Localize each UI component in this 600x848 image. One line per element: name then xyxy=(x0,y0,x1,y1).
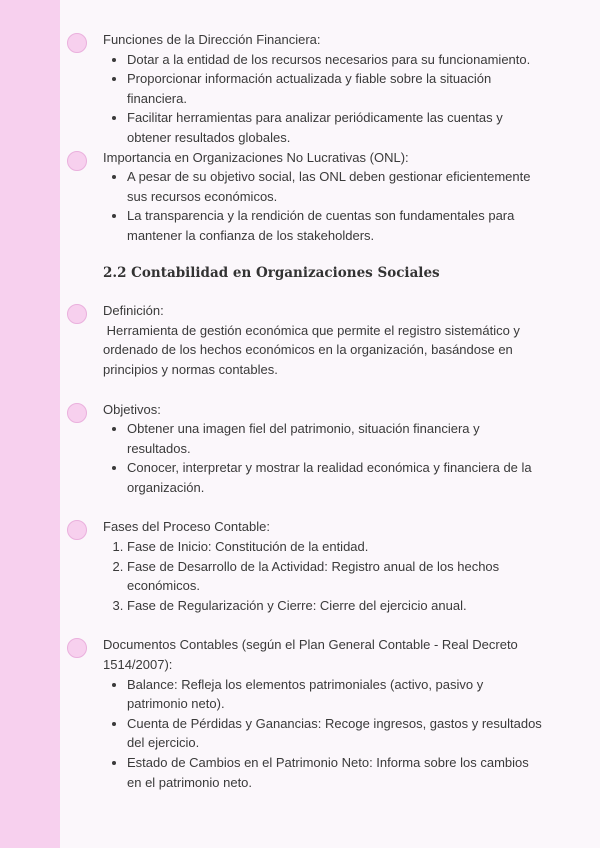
circle-bullet-icon xyxy=(67,151,87,171)
block-importancia xyxy=(103,148,545,246)
block-title: Fases del Proceso Contable: xyxy=(103,519,270,535)
circle-bullet-icon xyxy=(67,33,87,53)
left-sidebar-band xyxy=(0,0,60,848)
block-fases xyxy=(103,517,545,615)
block-definicion xyxy=(103,301,545,379)
bullet-list xyxy=(103,419,545,497)
bullet-list xyxy=(103,167,545,245)
list-item: • Cuenta de Pérdidas y Ganancias: Recoge ingresos, gastos y resultados del ejercicio. xyxy=(127,714,545,753)
block-documentos xyxy=(103,635,545,792)
list-item: • Dotar a la entidad de los recursos necesarios para su funcionamiento. xyxy=(127,50,545,70)
spacer xyxy=(103,497,545,517)
bullet-list xyxy=(103,50,545,148)
list-item: 3. Fase de Regularización y Cierre: Cierre del ejercicio anual. xyxy=(127,596,545,616)
circle-bullet-icon xyxy=(67,638,87,658)
list-item: • Proporcionar información actualizada y fiable sobre la situación financiera. xyxy=(127,69,545,108)
block-title: Objetivos: xyxy=(103,401,161,417)
bullet-list xyxy=(103,675,545,793)
block-funciones xyxy=(103,30,545,148)
list-item: • Obtener una imagen fiel del patrimonio, situación financiera y resultados. xyxy=(127,419,545,458)
circle-bullet-icon xyxy=(67,403,87,423)
block-title: Documentos Contables (según el Plan General Contable - Real Decreto 1514/2007): xyxy=(103,637,518,673)
list-item: 2. Fase de Desarrollo de la Actividad: Registro anual de los hechos económicos. xyxy=(127,557,545,596)
list-item: • La transparencia y la rendición de cuentas son fundamentales para mantener la confianza de los stakeholders. xyxy=(127,206,545,245)
block-title: Definición: xyxy=(103,303,164,319)
definition-text: Herramienta de gestión económica que permite el registro sistemático y ordenado de los hechos económicos en la organización, basándose en principios y normas contables. xyxy=(103,322,524,377)
block-title: Importancia en Organizaciones No Lucrativas (ONL): xyxy=(103,149,409,165)
block-title: Funciones de la Dirección Financiera: xyxy=(103,32,321,47)
list-item: • A pesar de su objetivo social, las ONL deben gestionar eficientemente sus recursos económicos. xyxy=(127,167,545,206)
circle-bullet-icon xyxy=(67,520,87,540)
list-item: 1. Fase de Inicio: Constitución de la entidad. xyxy=(127,537,545,557)
circle-bullet-icon xyxy=(67,304,87,324)
spacer xyxy=(103,380,545,400)
list-item: • Estado de Cambios en el Patrimonio Neto: Informa sobre los cambios en el patrimonio neto. xyxy=(127,753,545,792)
document-content xyxy=(103,30,545,792)
list-item: • Facilitar herramientas para analizar periódicamente las cuentas y obtener resultados globales. xyxy=(127,108,545,147)
numbered-list xyxy=(103,537,545,615)
list-item: • Conocer, interpretar y mostrar la realidad económica y financiera de la organización. xyxy=(127,458,545,497)
spacer xyxy=(103,615,545,635)
list-item: • Balance: Refleja los elementos patrimoniales (activo, pasivo y patrimonio neto). xyxy=(127,675,545,714)
section-heading: 2.2 Contabilidad en Organizaciones Sociales xyxy=(103,264,440,281)
block-objetivos xyxy=(103,400,545,498)
